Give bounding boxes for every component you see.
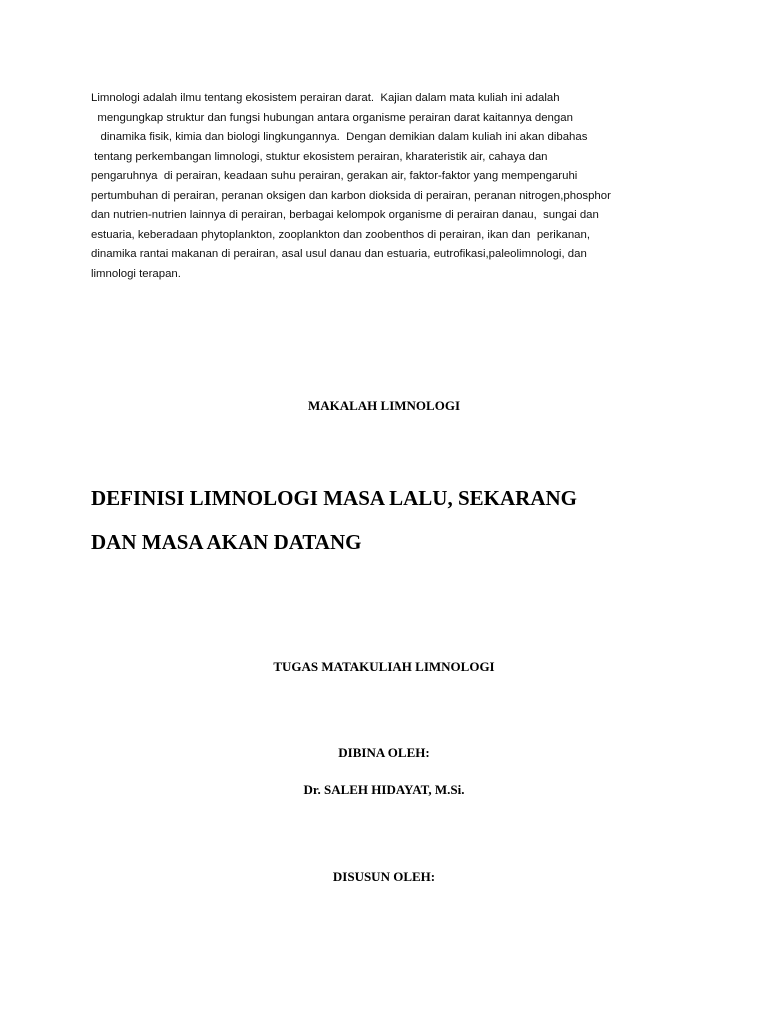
supervisor-name: Dr. SALEH HIDAYAT, M.Si. — [303, 782, 465, 797]
intro-line: limnologi terapan. — [91, 267, 181, 280]
tugas-heading: TUGAS MATAKULIAH LIMNOLOGI — [273, 659, 495, 674]
intro-line: pertumbuhan di perairan, peranan oksigen dan karbon dioksida di perairan, peranan nitrogen,phosphor — [91, 189, 611, 202]
intro-line: pengaruhnya di perairan, keadaan suhu perairan, gerakan air, faktor-faktor yang mempengaruhi — [91, 170, 578, 182]
disusun-label: DISUSUN OLEH: — [332, 869, 436, 884]
intro-line: mengungkap struktur dan fungsi hubungan antara organisme perairan darat kaitannya dengan — [91, 111, 573, 124]
document-title-line-2: DAN MASA AKAN DATANG — [91, 530, 362, 554]
intro-line: dinamika rantai makanan di perairan, asal usul danau dan estuaria, eutrofikasi,paleolimnologi, dan — [91, 248, 587, 260]
intro-line: dan nutrien-nutrien lainnya di perairan, berbagai kelompok organisme di perairan danau, sungai dan — [91, 209, 599, 221]
document-title-line-1: DEFINISI LIMNOLOGI MASA LALU, SEKARANG — [91, 486, 577, 510]
intro-line: Limnologi adalah ilmu tentang ekosistem perairan darat. Kajian dalam mata kuliah ini adalah — [91, 92, 560, 104]
intro-line: estuaria, keberadaan phytoplankton, zooplankton dan zoobenthos di perairan, ikan dan perikanan, — [91, 228, 591, 241]
dibina-label: DIBINA OLEH: — [338, 745, 430, 760]
makalah-heading: MAKALAH LIMNOLOGI — [307, 398, 461, 413]
intro-line: tentang perkembangan limnologi, stuktur ekosistem perairan, kharateristik air, cahaya dan — [91, 150, 548, 163]
intro-paragraph — [91, 89, 691, 284]
intro-line: dinamika fisik, kimia dan biologi lingkungannya. Dengan demikian dalam kuliah ini akan dibahas — [91, 131, 588, 143]
